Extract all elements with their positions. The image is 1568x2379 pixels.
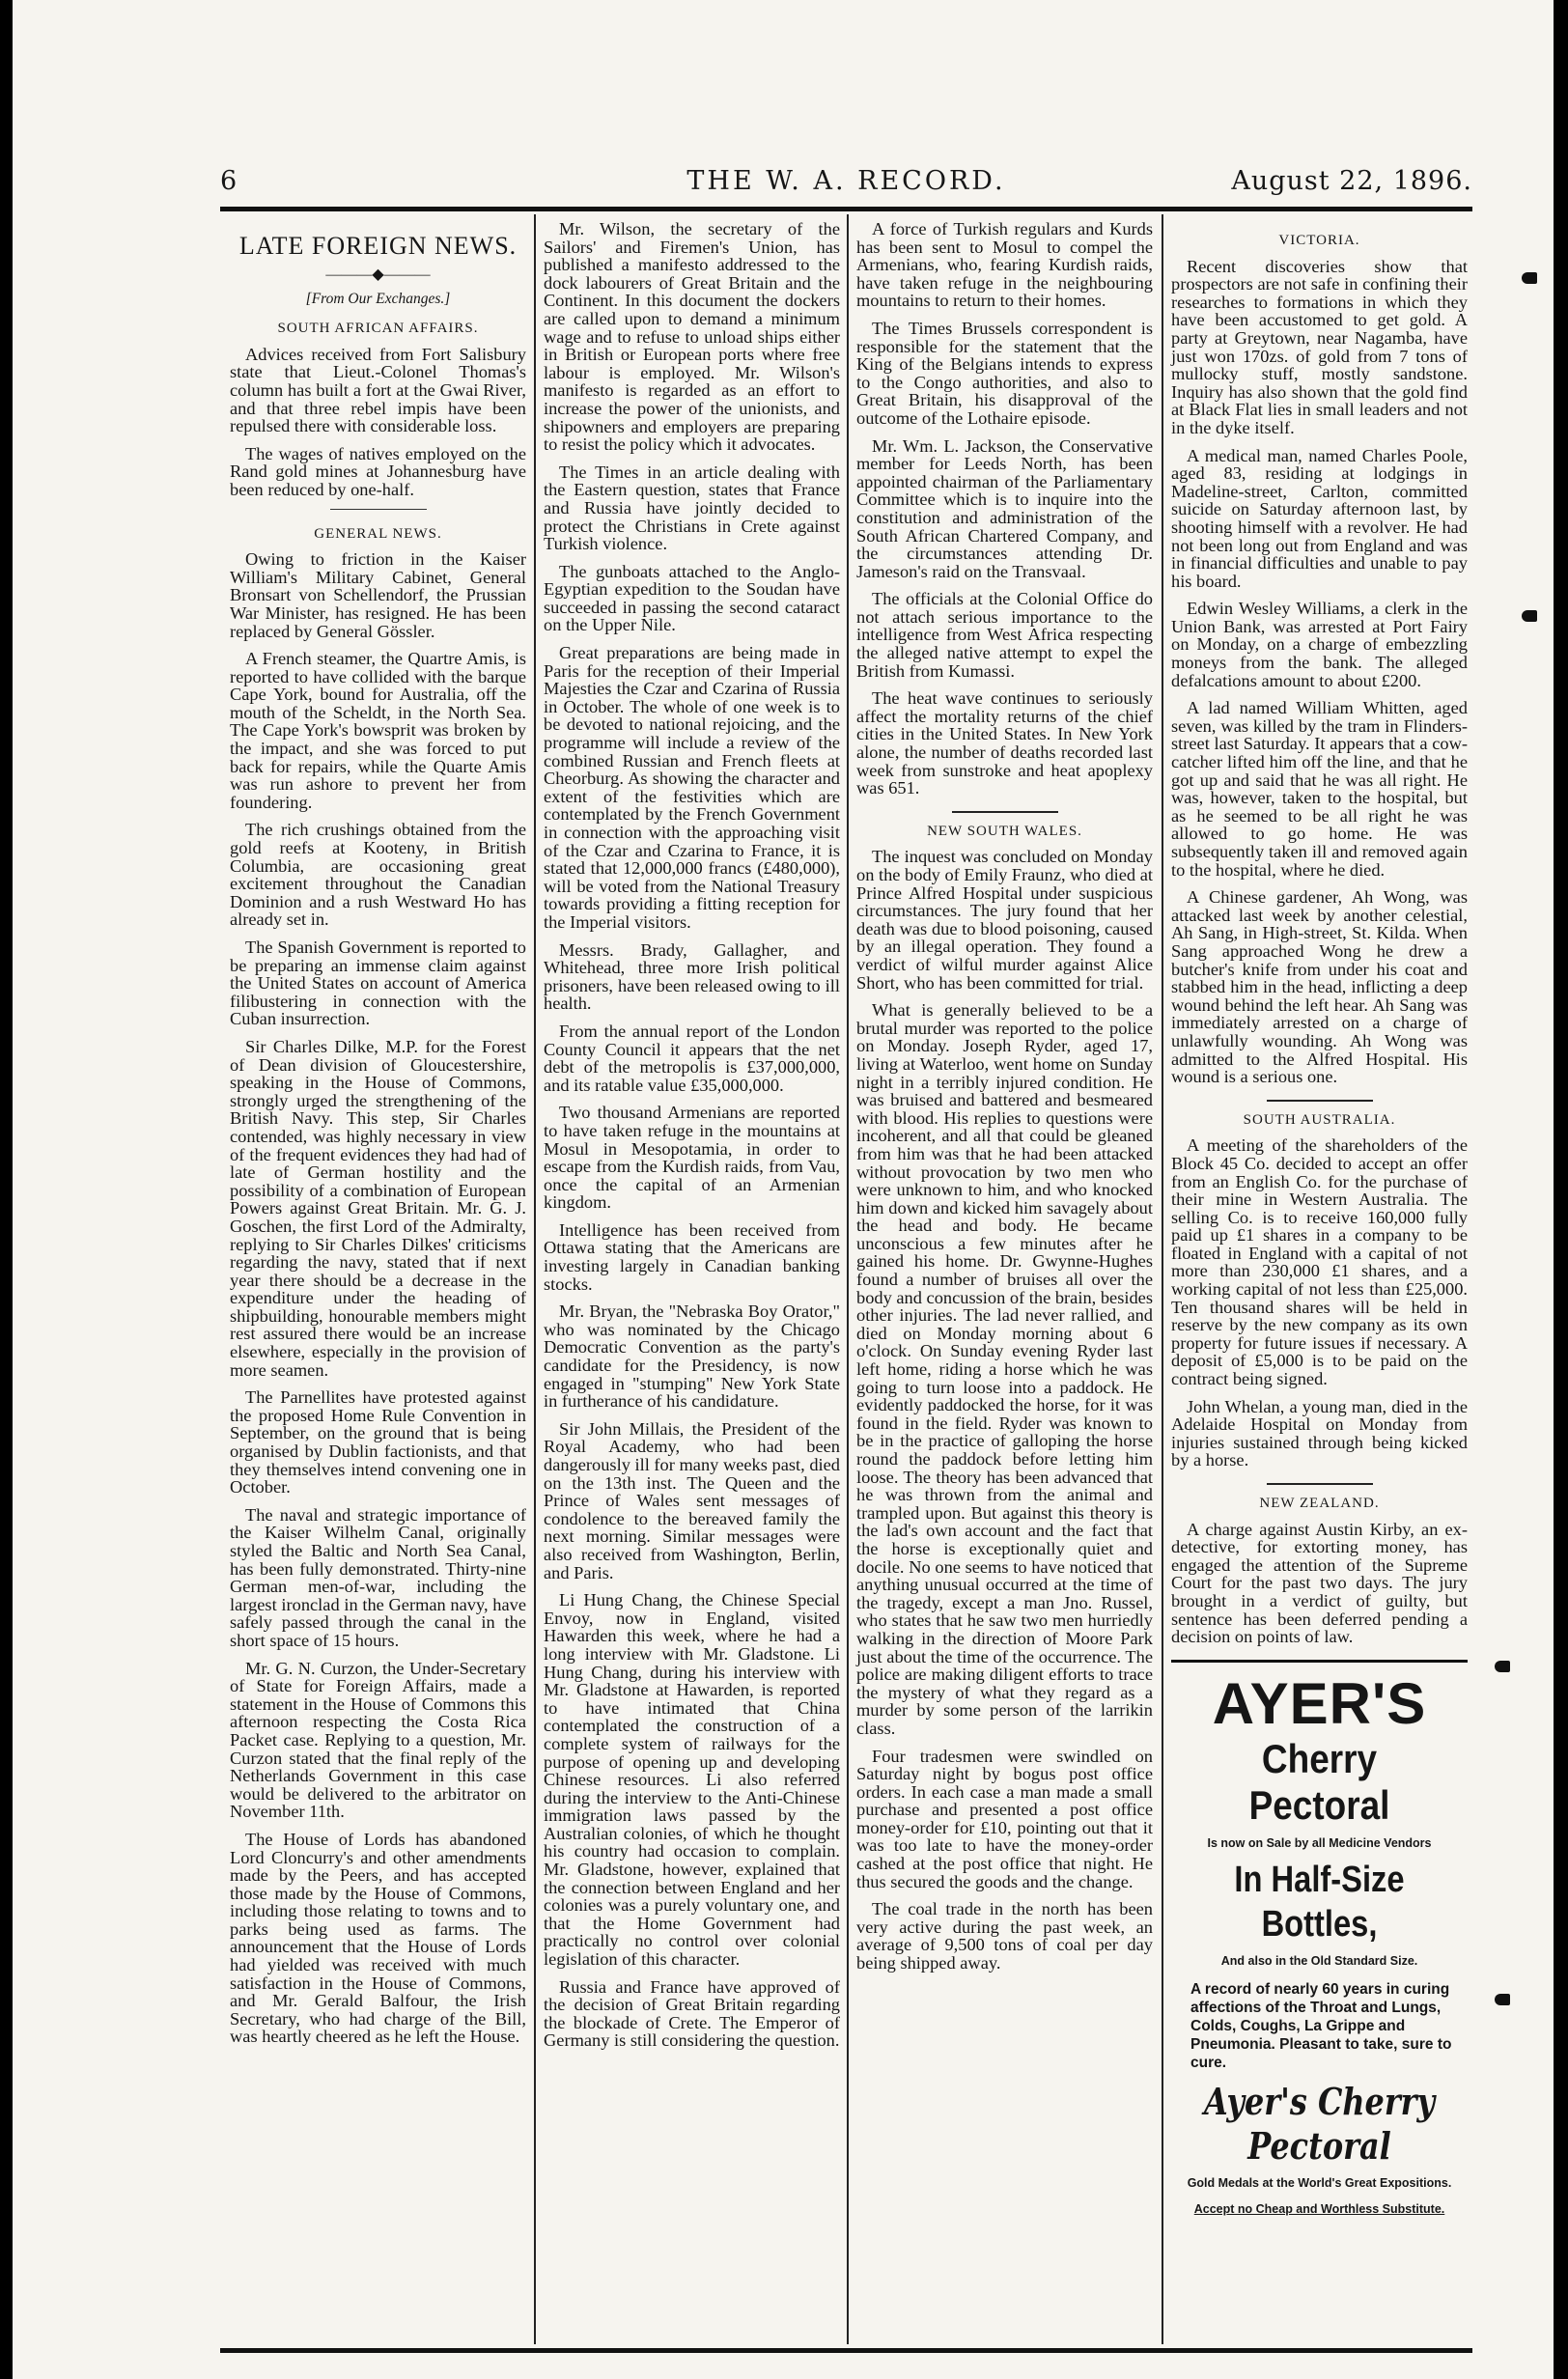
ornament-divider: ———◆——— xyxy=(325,266,431,283)
column-divider xyxy=(1162,214,1163,2344)
article-paragraph: A lad named William Whitten, aged seven, was killed by the tram in Flinders-street last Saturday. It appears that a cow-catcher lifted him off the line, and that he got up and said that he was all right. He was, however, taken to the hospital, but as he seemed to be all right he was allowed to go home. He was subsequently taken ill and removed again to the hospital, where he died. xyxy=(1171,698,1468,880)
divider xyxy=(330,509,427,510)
column-3 xyxy=(856,220,1153,1982)
binding-hole-mark xyxy=(1522,272,1537,284)
article-paragraph: The officials at the Colonial Office do not attach serious importance to the intelligence from West Africa respecting the alleged native attempt to expel the British from Kumassi. xyxy=(856,589,1153,681)
article-paragraph: The House of Lords has abandoned Lord Cloncurry's and other amendments made by the Peers, and has accepted those made by the House of Commons, including those relating to towns and to parks being used as farms. The announcement that the House of Lords had yielded was received with much satisfaction in the House of Commons, and Mr. Gerald Balfour, the Irish Secretary, who had charge of the Bill, was heartly cheered as he left the House. xyxy=(230,1829,526,2047)
subheading-victoria: VICTORIA. xyxy=(1278,233,1360,248)
newspaper-title: THE W. A. RECORD. xyxy=(686,166,1006,196)
newspaper-page xyxy=(13,0,1554,2379)
column-4 xyxy=(1171,220,1468,2218)
article-paragraph: The gunboats attached to the Anglo-Egyptian expedition to the Soudan have succeeded in passing the second cataract on the Upper Nile. xyxy=(544,561,840,635)
article-paragraph: Recent discoveries show that prospectors are not safe in confining their researches to formations in which they have been accustomed to get gold. A party at Greytown, near Nagamba, have just won 170zs. of gold from 7 tons of mullocky stuff, mostly sandstone. Inquiry has also shown that the gold find at Black Flat lies in small leaders and not in the dyke itself. xyxy=(1171,256,1468,437)
source-note: [From Our Exchanges.] xyxy=(305,290,451,307)
article-paragraph: The Spanish Government is reported to be preparing an immense claim against the United States on account of America filibustering in connection with the Cuban insurrection. xyxy=(230,938,526,1029)
ad-brand: AYER'S xyxy=(1212,1670,1427,1736)
article-paragraph: Messrs. Brady, Gallagher, and Whitehead, three more Irish political prisoners, have been released owing to ill health. xyxy=(544,939,840,1014)
column-divider xyxy=(534,214,536,2344)
binding-hole-mark xyxy=(1495,1994,1510,2005)
article-paragraph: A medical man, named Charles Poole, aged 83, residing at lodgings in Madeline-street, Carlton, committed suicide on Saturday afternoon last, by shooting himself with a revolver. He had not been long out from England and was in financial difficulties and unable to pay his board. xyxy=(1171,445,1468,591)
subheading-new-zealand: NEW ZEALAND. xyxy=(1259,1496,1380,1511)
article-paragraph: Intelligence has been received from Ottawa stating that the Americans are investing largely in Canadian banking stocks. xyxy=(544,1219,840,1294)
article-paragraph: Advices received from Fort Salisbury state that Lieut.-Colonel Thomas's column has built a fort at the Gwai River, and that three rebel impis have been repulsed there with considerable loss. xyxy=(230,344,526,436)
ad-bottles: In Half-Size Bottles, xyxy=(1234,1860,1405,1945)
subheading-south-australia: SOUTH AUSTRALIA. xyxy=(1243,1111,1396,1128)
article-paragraph: The Times Brussels correspondent is responsible for the statement that the King of the Belgians intends to express to the Congo authorities, and also to Great Britain, his disapproval of the outcome of the Lothaire episode. xyxy=(856,318,1153,428)
divider xyxy=(1267,1100,1373,1102)
article-paragraph: The rich crushings obtained from the gold reefs at Kooteny, in British Columbia, are occasioning great excitement throughout the Canadian Dominion and a rush Westward Ho has already set in. xyxy=(230,820,526,930)
article-paragraph: A force of Turkish regulars and Kurds has been sent to Mosul to compel the Armenians, who, fearing Kurdish raids, have taken refuge in the neighbouring mountains to return to their homes. xyxy=(856,219,1153,311)
article-paragraph: A Chinese gardener, Ah Wong, was attacked last week by another celestial, Ah Sang, in High-street, St. Kilda. When Sang approached Wong he drew a butcher's knife from under his coat and stabbed him in the head, inflicting a deep wound behind the left hear. Ah Sang was immediately arrested on a charge of unlawfully wounding. Ah Wong was admitted to the Alfred Hospital. His wound is a serious one. xyxy=(1171,887,1468,1087)
article-paragraph: A meeting of the shareholders of the Block 45 Co. decided to accept an offer from an English Co. for the purchase of their mine in Western Australia. The selling Co. is to receive 160,000 fully paid up £1 shares in a company to be floated in England with a capital of not more than 230,000 £1 shares, and a working capital of not less than £25,000. Ten thousand shares will be held in reserve by the new company as its own property for future issues if necessary. A deposit of £5,000 is to be paid on the contract being signed. xyxy=(1171,1135,1468,1389)
article-paragraph: The Times in an article dealing with the Eastern question, states that France and Russia have jointly decided to protect the Christians in Crete against Turkish violence. xyxy=(544,462,840,554)
article-paragraph: The coal trade in the north has been very active during the past week, an average of 9,500 tons of coal per day being shipped away. xyxy=(856,1899,1153,1973)
column-1 xyxy=(230,220,526,2056)
article-paragraph: The inquest was concluded on Monday on the body of Emily Fraunz, who died at Prince Alfred Hospital under suspicious circumstances. The jury found that her death was due to blood poisoning, caused by an illegal operation. They found a verdict of wilful murder against Alice Short, who has been committed for trial. xyxy=(856,847,1153,993)
article-paragraph: John Whelan, a young man, died in the Adelaide Hospital on Monday from injuries sustained through being kicked by a horse. xyxy=(1171,1396,1468,1470)
article-paragraph: Sir John Millais, the President of the Royal Academy, who had been dangerously ill for many weeks past, died on the 13th inst. The Queen and the Prince of Wales sent messages of condolence to the bereaved family the next morning. Similar messages were also received from Washington, Berlin, and Paris. xyxy=(544,1418,840,1582)
divider xyxy=(952,811,1058,813)
subheading-south-african-affairs: SOUTH AFRICAN AFFAIRS. xyxy=(277,321,479,337)
subheading-new-south-wales: NEW SOUTH WALES. xyxy=(927,823,1082,839)
article-paragraph: Mr. Wm. L. Jackson, the Conservative member for Leeds North, has been appointed chairman of the Parliamentary Committee which is to inquire into the constitution and administration of the South African Chartered Company, and the circumstances attending Dr. Jameson's raid on the Transvaal. xyxy=(856,435,1153,581)
binding-hole-mark xyxy=(1522,610,1537,622)
ad-standard-size: And also in the Old Standard Size. xyxy=(1220,1954,1418,1969)
article-paragraph: What is generally believed to be a brutal murder was reported to the police on Monday. Joseph Ryder, aged 17, living at Waterloo, went home on Sunday night in a terribly injured condition. He was bruised and battered and besmeared with blood. His replies to questions were incoherent, and all that could be gleaned from him was that he had been attacked without provocation by two men who were unknown to him, and who knocked him down and kicked him savagely about the head and body. He became unconscious a few minutes after he gained his home. Dr. Gwynne-Hughes found a number of bruises all over the body and concussion of the brain, besides other injuries. The lad never rallied, and died on Monday morning about 6 o'clock. On Sunday evening Ryder last left home, riding a horse which he was going to turn loose into a paddock. He evidently paddocked the horse, for it was found in the field. Ryder was known to be in the practice of galloping the horse round the paddock before letting him loose. The theory has been advanced that he was thrown from the animal and trampled upon. But against this theory is the lad's own account and the fact that the horse is exceptionally quiet and docile. No one seems to have noticed that anything unusual occurred at the time of the tragedy, except a man Jno. Russel, who states that he saw two men hurriedly walking in the direction of Moore Park just about the time of the occurrence. The police are making diligent efforts to trace the mystery of what they regard as a murder by some person of the larrikin class. xyxy=(856,1000,1153,1738)
article-paragraph: Mr. G. N. Curzon, the Under-Secretary of State for Foreign Affairs, made a statement in the House of Commons this afternoon respecting the Costa Rica Packet case. Replying to a question, Mr. Curzon stated that the final reply of the Netherlands Government in this case would be delivered to the arbitrator on November 11th. xyxy=(230,1658,526,1822)
article-paragraph: Li Hung Chang, the Chinese Special Envoy, now in England, visited Hawarden this week, where he had a long interview with Mr. Gladstone. Li Hung Chang, during his interview with Mr. Gladstone at Hawarden, is reported to have intimated that China contemplated the construction of a complete system of railways for the purpose of opening up and developing Chinese resources. Li also referred during the interview to the Anti-Chinese immigration laws passed by the Australian colonies, of which he thought his country had occasion to complain. Mr. Gladstone, however, explained that the connection between England and her colonies was a purely voluntary one, and that the Home Government had practically no control over colonial legislation of this character. xyxy=(544,1590,840,1970)
article-paragraph: Mr. Bryan, the "Nebraska Boy Orator," who was nominated by the Chicago Democratic Convention as the party's candidate for the Presidency, is now engaged in "stumping" New York State in furtherance of his candidature. xyxy=(544,1301,840,1412)
footer-rule xyxy=(220,2348,1472,2353)
article-paragraph: Owing to friction in the Kaiser William's Military Cabinet, General Bronsart von Schellendorf, the Prussian War Minister, has resigned. He has been replaced by General Gössler. xyxy=(230,549,526,641)
ad-record: A record of nearly 60 years in curing affections of the Throat and Lungs, Colds, Coughs, La Grippe and Pneumonia. Pleasant to take, sure to cure. xyxy=(1190,1980,1452,2071)
ad-script-name: Ayer's Cherry Pectoral xyxy=(1203,2079,1436,2168)
article-paragraph: From the annual report of the London County Council it appears that the net debt of the metropolis is £37,000,000, and its ratable value £35,000,000. xyxy=(544,1021,840,1095)
ayers-advertisement xyxy=(1171,1672,1468,2218)
article-paragraph: Four tradesmen were swindled on Saturday night by bogus post office orders. In each case a man made a small purchase and presented a post office money-order for £10, pointing out that it was too late to have the money-order cashed at the post office that night. He thus secured the goods and the change. xyxy=(856,1746,1153,1891)
article-paragraph: Mr. Wilson, the secretary of the Sailors' and Firemen's Union, has published a manifesto addressed to the dock labourers of Great Britain and the Continent. In this document the dockers are called upon to demand a minimum wage and to refuse to unload ships either in British or European ports where free labour is employed. Mr. Wilson's manifesto is regarded as an effort to increase the power of the unionists, and shipowners and employers are preparing to resist the policy which it advocates. xyxy=(544,219,840,455)
article-paragraph: Two thousand Armenians are reported to have taken refuge in the mountains at Mosul in Mesopotamia, in order to escape from the Kurdish raids, from Vau, once the capital of an Armenian kingdom. xyxy=(544,1103,840,1213)
article-paragraph: Russia and France have approved of the decision of Great Britain regarding the blockade of Crete. The Emperor of Germany is still considering the question. xyxy=(544,1976,840,2051)
article-paragraph: Sir Charles Dilke, M.P. for the Forest of Dean division of Gloucestershire, speaking in the House of Commons, strongly urged the strengthening of the British Navy. This step, Sir Charles contended, was highly necessary in view of the frequent evidences they had had of late of German hostility and the possibility of a combination of European Powers against Great Britain. Mr. G. J. Goschen, the first Lord of the Admiralty, replying to Sir Charles Dilkes' criticisms regarding the navy, stated that if next year there should be a decrease in the expenditure under the heading of shipbuilding, honourable members might rest assured there would be an increase elsewhere, especially in the provision of more seamen. xyxy=(230,1036,526,1380)
article-paragraph: The naval and strategic importance of the Kaiser Wilhelm Canal, originally styled the Baltic and North Sea Canal, has been fully demonstrated. Thirty-nine German men-of-war, including the largest ironclad in the German navy, have safely passed through the canal in the short space of 15 hours. xyxy=(230,1504,526,1650)
article-paragraph: The heat wave continues to seriously affect the mortality returns of the chief cities in the United States. In New York alone, the number of deaths recorded last week from sunstroke and heat apoplexy was 651. xyxy=(856,688,1153,798)
ad-medals: Gold Medals at the World's Great Expositions. xyxy=(1187,2175,1452,2190)
ad-product: Cherry Pectoral xyxy=(1248,1735,1390,1828)
article-paragraph: Great preparations are being made in Paris for the reception of their Imperial Majesties the Czar and Czarina of Russia in October. The whole of one week is to be devoted to national rejoicing, and the programme will include a review of the combined Russian and French fleets at Cheorburg. As showing the character and extent of the festivities which are contemplated by the French Government in connection with the approaching visit of the Czar and Czarina to France, it is stated that 12,000,000 francs (£480,000), will be voted from the National Treasury towards providing a fitting reception for the Imperial visitors. xyxy=(544,643,840,932)
page-number: 6 xyxy=(220,166,238,196)
section-headline: LATE FOREIGN NEWS. xyxy=(238,232,518,260)
column-divider xyxy=(847,214,849,2344)
subheading-general-news: GENERAL NEWS. xyxy=(314,525,442,542)
issue-date: August 22, 1896. xyxy=(1231,166,1472,196)
article-paragraph: The Parnellites have protested against the proposed Home Rule Convention in September, on the ground that is being organised by Dublin factionists, and that they themselves intend convening one in October. xyxy=(230,1387,526,1497)
masthead xyxy=(220,166,1472,201)
ad-sale-line: Is now on Sale by all Medicine Vendors xyxy=(1207,1835,1432,1850)
article-paragraph: A French steamer, the Quartre Amis, is reported to have collided with the barque Cape York, bound for Australia, off the mouth of the Scheldt, in the North Sea. The Cape York's bowsprit was broken by the impact, and she was forced to put back for repairs, while the Quarte Amis was run ashore to prevent her from foundering. xyxy=(230,649,526,812)
divider xyxy=(1267,1483,1373,1485)
article-paragraph: The wages of natives employed on the Rand gold mines at Johannesburg have been reduced by one-half. xyxy=(230,443,526,499)
article-paragraph: A charge against Austin Kirby, an ex-detective, for extorting money, has engaged the attention of the Supreme Court for the past two days. The jury brought in a verdict of guilty, but sentence has been deferred pending a decision on points of law. xyxy=(1171,1519,1468,1647)
column-2 xyxy=(544,220,840,2059)
article-paragraph: Edwin Wesley Williams, a clerk in the Union Bank, was arrested at Port Fairy on Monday, on a charge of embezzling moneys from the bank. The alleged defalcations amount to about £200. xyxy=(1171,599,1468,690)
ad-accept: Accept no Cheap and Worthless Substitute. xyxy=(1193,2201,1445,2216)
header-rule xyxy=(220,207,1472,211)
binding-hole-mark xyxy=(1495,1661,1510,1672)
advertisement-rule xyxy=(1171,1660,1468,1663)
